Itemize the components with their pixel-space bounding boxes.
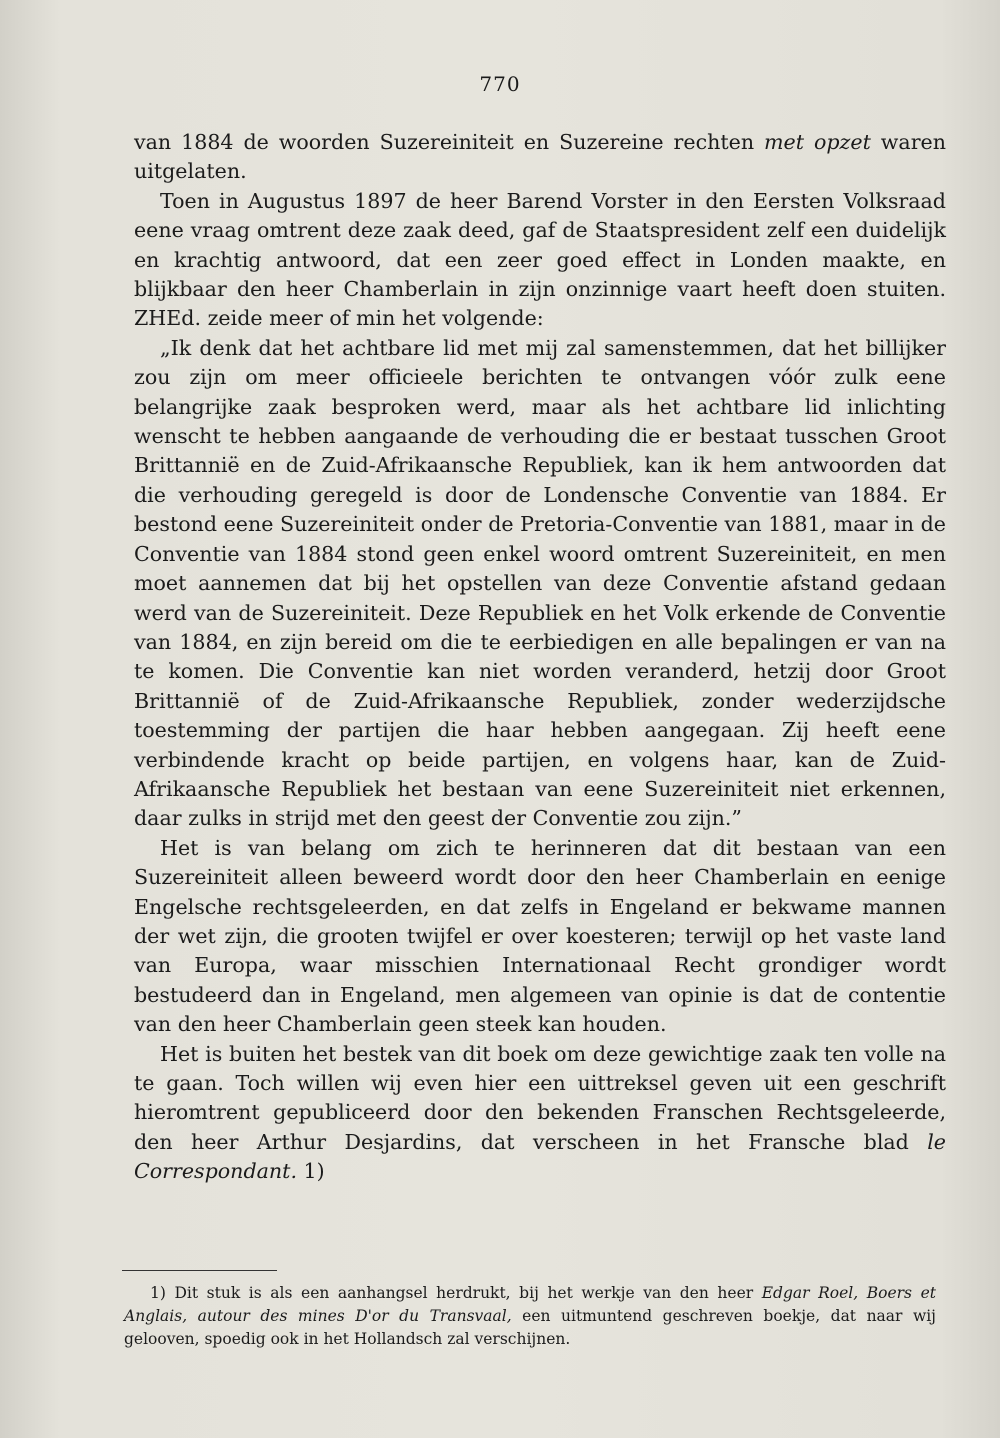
footnote-emphasis: Edgar Roel, Boers et Anglais, autour des mines D'or du Transvaal,: [124, 1284, 936, 1325]
paragraph-5-text: Het is buiten het bestek van dit boek om deze gewichtige zaak ten volle na te gaan. Toch willen wij even hier een uittreksel geven uit een geschrift hieromtrent gepubliceerd door den bekenden Franschen Rechtsgeleerde, den heer Arthur Desjardins, dat verscheen in het Fransche blad: [134, 1041, 946, 1154]
paragraph-5: [134, 1040, 946, 1187]
paragraph-4: Het is van belang om zich te herinneren dat dit bestaan van een Suzereiniteit alleen beweerd wordt door den heer Chamberlain en eenige Engelsche rechtsgeleerden, en dat zelfs in Engeland er bekwame mannen der wet zijn, die grooten twijfel er over koesteren; terwijl op het vaste land van Europa, waar misschien Internationaal Recht grondiger wordt bestudeerd dan in Engeland, men algemeen van opinie is dat de contentie van den heer Chamberlain geen steek kan houden.: [134, 835, 946, 1037]
footnote-rule: [122, 1270, 277, 1271]
paragraph-5-end: 1): [297, 1159, 325, 1184]
page-number: 770: [479, 72, 521, 96]
paragraph-2: Toen in Augustus 1897 de heer Barend Vorster in den Eersten Volksraad eene vraag omtrent deze zaak deed, gaf de Staatspresident zelf een duidelijk en krachtig antwoord, dat een zeer goed effect in Londen maakte, en blijkbaar den heer Chamberlain in zijn onzinnige vaart heeft doen stuiten. ZHEd. zeide meer of min het volgende:: [134, 188, 946, 331]
paragraph-1-emphasis: met opzet: [764, 130, 871, 154]
footnote-end: een uitmuntend geschreven boekje, dat naar wij gelooven, spoedig ook in het Hollandsch zal verschijnen.: [124, 1307, 936, 1348]
paragraph-1-end: waren uitgelaten.: [134, 130, 946, 184]
paragraph-5-emphasis: le Correspondant.: [134, 1129, 946, 1184]
footnote: [124, 1282, 936, 1351]
paragraph-1-text: van 1884 de woorden Suzereiniteit en Suzereine rechten: [134, 130, 765, 154]
quoted-speech: „Ik denk dat het achtbare lid met mij zal samenstemmen, dat het billijker zou zijn om meer officieele berichten te ontvangen vóór zulk eene belangrijke zaak besproken werd, maar als het achtbare lid inlichting wenscht te hebben aangaande de verhouding die er bestaat tusschen Groot Brittannië en de Zuid-Afrikaansche Republiek, kan ik hem antwoorden dat die verhouding geregeld is door de Londensche Conventie van 1884. Er bestond eene Suzereiniteit onder de Pretoria-Conventie van 1881, maar in de Conventie van 1884 stond geen enkel woord omtrent Suzereiniteit, en men moet aannemen dat bij het opstellen van deze Conventie afstand gedaan werd van de Suzereiniteit. Deze Republiek en het Volk erkende de Conventie van 1884, en zijn bereid om die te eerbiedigen en alle bepalingen er van na te komen. Die Conventie kan niet worden veranderd, hetzij door Groot Brittannië of de Zuid-Afrikaansche Republiek, zonder wederzijdsche toestemming der partijen die haar hebben aangegaan. Zij heeft eene verbindende kracht op beide partijen, en volgens haar, kan de Zuid-Afrikaansche Republiek het bestaan van eene Suzereiniteit niet erkennen, daar zulks in strijd met den geest der Conventie zou zijn.”: [134, 335, 946, 831]
body-text: [134, 128, 946, 1187]
footnote-start: 1) Dit stuk is als een aanhangsel herdrukt, bij het werkje van den heer: [150, 1284, 762, 1302]
paragraph-1: [134, 128, 946, 187]
